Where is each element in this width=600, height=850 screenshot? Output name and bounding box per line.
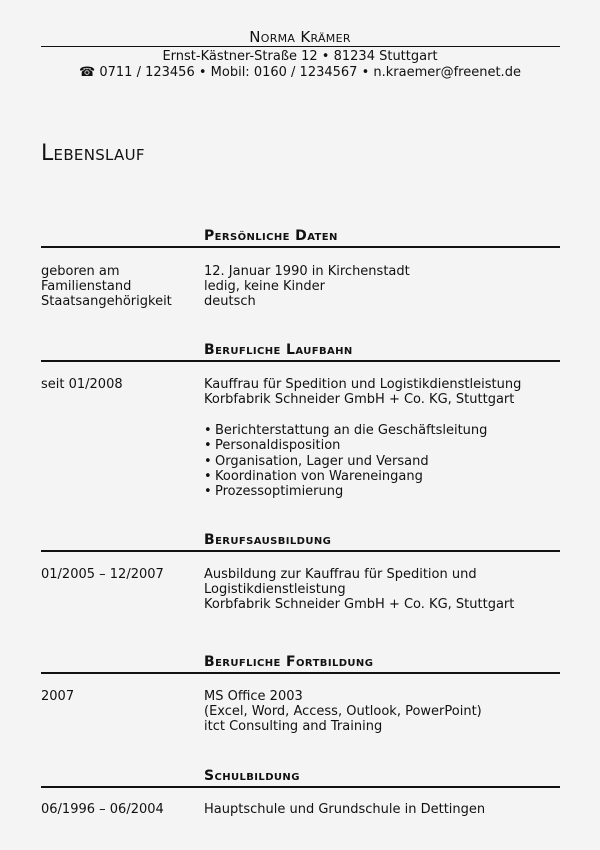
section-rule — [41, 360, 560, 362]
personal-label: Staatsangehörigkeit — [41, 294, 172, 309]
document-title: Lebenslauf — [41, 141, 145, 166]
personal-label: Familienstand — [41, 279, 132, 294]
section-title-school: Schulbildung — [204, 768, 300, 784]
further-line: (Excel, Word, Access, Outlook, PowerPoint) — [204, 704, 482, 719]
career-line: Korbfabrik Schneider GmbH + Co. KG, Stuttgart — [204, 392, 515, 407]
header-rule — [41, 46, 560, 47]
section-title-training: Berufsausbildung — [204, 532, 332, 548]
section-rule — [41, 786, 560, 788]
section-rule — [41, 672, 560, 674]
training-line: Korbfabrik Schneider GmbH + Co. KG, Stuttgart — [204, 597, 515, 612]
list-item: • Prozessoptimierung — [204, 484, 487, 499]
list-item: • Berichterstattung an die Geschäftsleitung — [204, 423, 487, 438]
address-line: Ernst-Kästner-Straße 12 • 81234 Stuttgart — [162, 49, 438, 64]
career-task-list — [204, 423, 487, 499]
school-value: Hauptschule und Grundschule in Dettingen — [204, 802, 486, 817]
person-name: Norma Krämer — [249, 28, 351, 46]
further-period: 2007 — [41, 689, 75, 704]
training-line: Logistikdienstleistung — [204, 582, 346, 597]
training-period: 01/2005 – 12/2007 — [41, 567, 164, 582]
section-title-personal: Persönliche Daten — [204, 228, 338, 244]
personal-value: 12. Januar 1990 in Kirchenstadt — [204, 264, 410, 279]
career-period: seit 01/2008 — [41, 377, 123, 392]
career-line: Kauffrau für Spedition und Logistikdienstleistung — [204, 377, 522, 392]
school-period: 06/1996 – 06/2004 — [41, 802, 164, 817]
contact-line: ☎ 0711 / 123456 • Mobil: 0160 / 1234567 • n.kraemer@freenet.de — [79, 65, 521, 80]
section-rule — [41, 246, 560, 248]
training-line: Ausbildung zur Kauffrau für Spedition und — [204, 567, 477, 582]
list-item: • Koordination von Wareneingang — [204, 469, 487, 484]
section-title-career: Berufliche Laufbahn — [204, 342, 353, 358]
personal-label: geboren am — [41, 264, 120, 279]
list-item: • Personaldisposition — [204, 438, 487, 453]
section-title-further: Berufliche Fortbildung — [204, 654, 374, 670]
section-rule — [41, 550, 560, 552]
further-line: itct Consulting and Training — [204, 719, 383, 734]
personal-value: ledig, keine Kinder — [204, 279, 326, 294]
personal-value: deutsch — [204, 294, 256, 309]
list-item: • Organisation, Lager und Versand — [204, 454, 487, 469]
further-line: MS Office 2003 — [204, 689, 303, 704]
